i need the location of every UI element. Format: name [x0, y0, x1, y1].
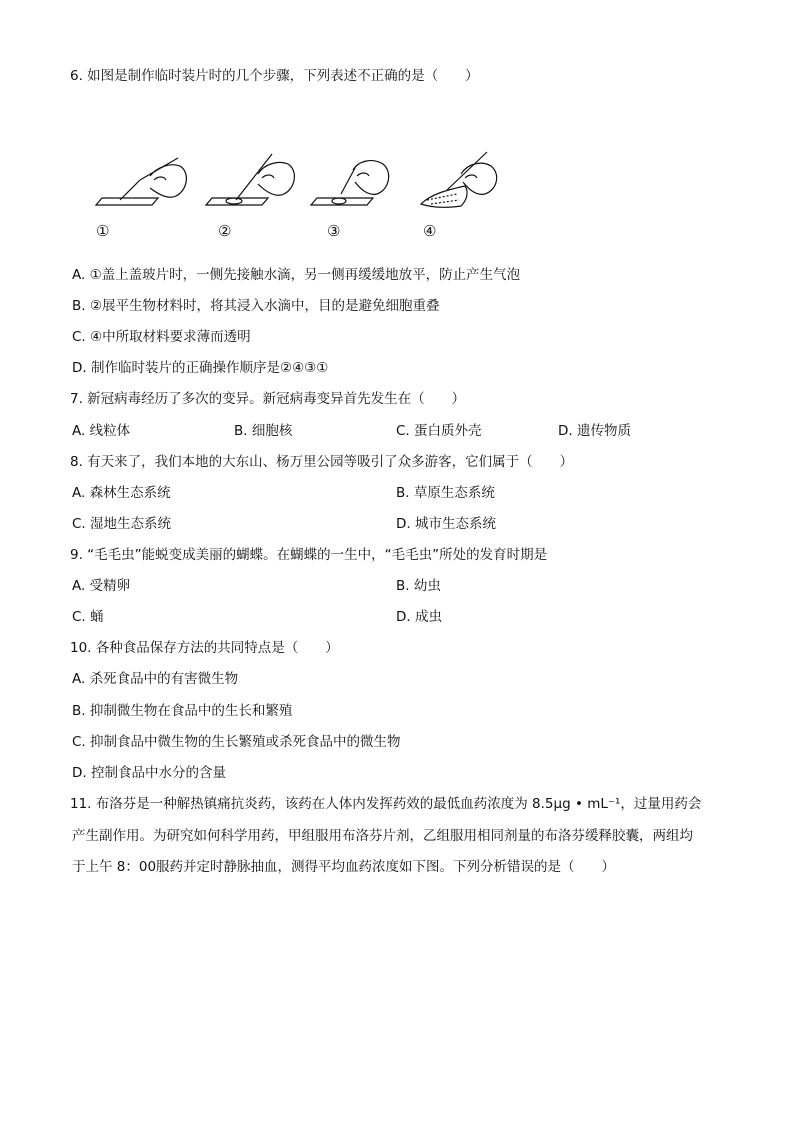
q11-line2: 产生副作用。为研究如何科学用药，甲组服用布洛芬片剂，乙组服用相同剂量的布洛芬缓释胶囊，两组均	[72, 828, 693, 844]
q10-option-c: C. 抑制食品中微生物的生长繁殖或杀死食品中的微生物	[72, 734, 401, 750]
q7-option-c: C. 蛋白质外壳	[396, 423, 482, 439]
q8-option-d: D. 城市生态系统	[396, 516, 496, 532]
q7-stem: 7. 新冠病毒经历了多次的变异。新冠病毒变异首先发生在（ ）	[70, 391, 466, 407]
q9-option-d: D. 成虫	[396, 609, 442, 625]
step3-illustration	[311, 161, 389, 205]
figure-label-1: ①	[96, 222, 110, 240]
q10-option-b: B. 抑制微生物在食品中的生长和繁殖	[72, 703, 293, 719]
q7-option-b: B. 细胞核	[234, 423, 293, 439]
q8-stem: 8. 有天来了，我们本地的大东山、杨万里公园等吸引了众多游客，它们属于（ ）	[70, 454, 574, 470]
q6-option-d: D. 制作临时装片的正确操作顺序是②④③①	[72, 360, 329, 376]
q9-option-b: B. 幼虫	[396, 578, 441, 594]
q6-option-b: B. ②展平生物材料时，将其浸入水滴中，目的是避免细胞重叠	[72, 298, 440, 314]
q6-stem: 6. 如图是制作临时装片时的几个步骤，下列表述不正确的是（ ）	[70, 68, 479, 84]
q9-stem: 9. “毛毛虫”能蜕变成美丽的蝴蝶。在蝴蝶的一生中，“毛毛虫”所处的发育时期是	[70, 547, 548, 563]
step2-illustration	[206, 154, 294, 205]
figure-label-4: ④	[423, 222, 437, 240]
q6-option-c: C. ④中所取材料要求薄而透明	[72, 329, 251, 345]
q8-option-a: A. 森林生态系统	[72, 485, 171, 501]
q8-option-c: C. 湿地生态系统	[72, 516, 172, 532]
q6-figure	[92, 150, 512, 245]
q9-option-a: A. 受精卵	[72, 578, 131, 594]
q9-option-c: C. 蛹	[72, 609, 104, 625]
figure-label-3: ③	[327, 222, 341, 240]
q7-option-d: D. 遗传物质	[558, 423, 631, 439]
q11-line3: 于上午 8：00服药并定时静脉抽血，测得平均血药浓度如下图。下列分析错误的是（ ）	[72, 859, 616, 875]
q6-option-a: A. ①盖上盖玻片时，一侧先接触水滴，另一侧再缓缓地放平，防止产生气泡	[72, 267, 521, 283]
q10-stem: 10. 各种食品保存方法的共同特点是（ ）	[70, 640, 339, 656]
q10-option-a: A. 杀死食品中的有害微生物	[72, 671, 239, 687]
q11-line1: 11. 布洛芬是一种解热镇痛抗炎药，该药在人体内发挥药效的最低血药浓度为 8.5μg • mL⁻¹，过量用药会	[70, 796, 702, 812]
q10-option-d: D. 控制食品中水分的含量	[72, 765, 226, 781]
step1-illustration	[96, 158, 186, 205]
step4-illustration	[421, 152, 497, 207]
q6-figure-drawing	[92, 150, 512, 220]
q8-option-b: B. 草原生态系统	[396, 485, 495, 501]
q7-option-a: A. 线粒体	[72, 423, 131, 439]
figure-label-2: ②	[218, 222, 232, 240]
